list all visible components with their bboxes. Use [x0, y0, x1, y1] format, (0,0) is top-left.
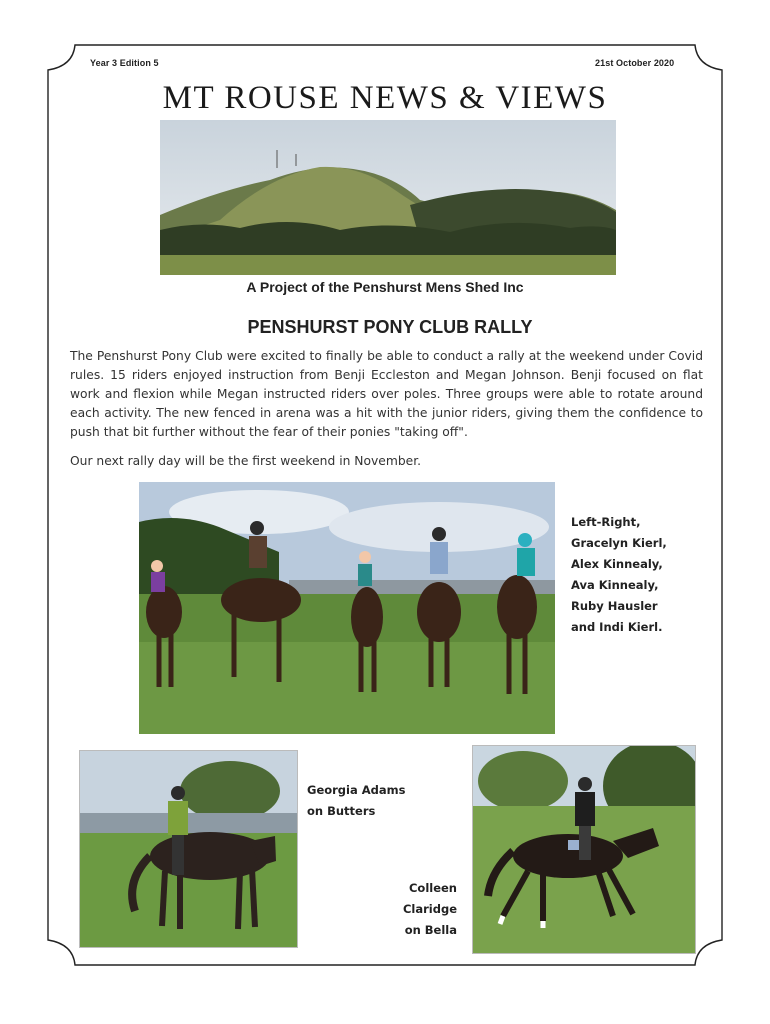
- article-body: [70, 347, 703, 481]
- group-photo-caption: [571, 512, 667, 638]
- georgia-photo: [79, 750, 298, 948]
- caption-line: Colleen Claridge: [402, 881, 457, 916]
- group-riders-photo: [139, 482, 555, 734]
- date-label: 21st October 2020: [595, 58, 675, 68]
- colleen-photo: [472, 745, 696, 954]
- georgia-caption: [307, 780, 405, 822]
- caption-line: Ruby Hausler: [571, 599, 658, 613]
- edition-label: Year 3 Edition 5: [90, 58, 159, 68]
- caption-line: on Butters: [307, 804, 376, 818]
- caption-line: and Indi Kierl.: [571, 620, 663, 634]
- landscape-hill-image: [160, 120, 616, 275]
- caption-line: Alex Kinnealy,: [571, 557, 663, 571]
- project-subtitle: A Project of the Penshurst Mens Shed Inc: [246, 279, 524, 295]
- caption-line: Gracelyn Kierl,: [571, 536, 667, 550]
- caption-line: on Bella: [404, 923, 457, 937]
- caption-line: Georgia Adams: [307, 783, 406, 797]
- article-paragraph: The Penshurst Pony Club were excited to finally be able to conduct a rally at the weekend under Covid rules. 15 riders enjoyed instruction from Benji Eccleston and Megan Johnson. Benji focused on flat work and flexion while Megan instructed riders over poles. Three groups were able to rotate around each activity. The new fenced in arena was a hit with the junior riders, giving them the confidence to push that bit further without the fear of their ponies "taking off".: [70, 349, 703, 439]
- article-headline: PENSHURST PONY CLUB RALLY: [247, 317, 533, 337]
- caption-line: Ava Kinnealy,: [571, 578, 659, 592]
- article-paragraph: Our next rally day will be the first weekend in November.: [70, 454, 422, 468]
- colleen-caption: [351, 878, 457, 941]
- masthead-title: MT ROUSE NEWS & VIEWS: [162, 80, 608, 116]
- caption-line: Left-Right,: [571, 515, 641, 529]
